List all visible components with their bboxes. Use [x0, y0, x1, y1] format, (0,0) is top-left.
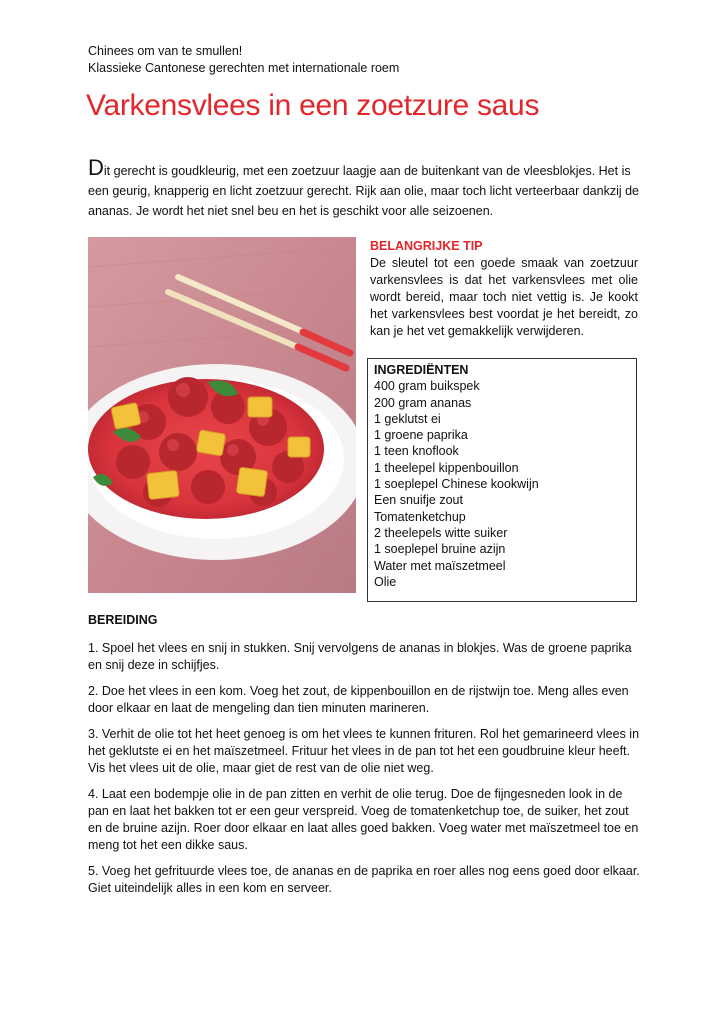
ingredients-box: [367, 358, 637, 602]
ingredients-label: INGREDIËNTEN: [374, 363, 469, 377]
ingredient-item: Een snuifje zout: [374, 493, 463, 508]
ingredient-item: 400 gram buikspek: [374, 379, 480, 394]
tip-text: De sleutel tot een goede smaak van zoetzuur varkensvlees is dat het varkensvlees met olie wordt bereid, maar toch niet vettig is. Je kookt het varkensvlees best voordat je het bereidt, zo kan je het vet gemakkelijk verwijderen.: [370, 256, 638, 338]
ingredient-item: 200 gram ananas: [374, 395, 472, 410]
intro-paragraph: [88, 155, 640, 221]
ingredients-list: [374, 378, 636, 590]
page-header: [88, 43, 399, 77]
tip-label: BELANGRIJKE TIP: [370, 239, 483, 253]
preparation-step: 1. Spoel het vlees en snij in stukken. Snij vervolgens de ananas in blokjes. Was de groene paprika en snij deze in schijfjes.: [88, 641, 632, 672]
preparation-step: 2. Doe het vlees in een kom. Voeg het zout, de kippenbouillon en de rijstwijn toe. Meng alles even door elkaar en laat de mengeling dan tien minuten marineren.: [88, 684, 629, 715]
ingredient-item: Water met maïszetmeel: [374, 558, 506, 573]
preparation-step: 3. Verhit de olie tot het heet genoeg is om het vlees te kunnen frituren. Rol het gemarineerd vlees in het geklutste ei en het maïszetmeel. Frituur het vlees in de pan tot het een goudbruine kleur heeft. Vis het vlees uit de olie, maar giet de rest van de olie niet weg.: [88, 727, 640, 775]
ingredient-item: 1 soeplepel bruine azijn: [374, 542, 506, 557]
header-line-2: Klassieke Cantonese gerechten met internationale roem: [88, 61, 400, 75]
ingredient-item: 1 theelepel kippenbouillon: [374, 460, 519, 475]
ingredient-item: 1 teen knoflook: [374, 444, 459, 459]
preparation-steps: [88, 640, 644, 906]
intro-text: it gerecht is goudkleurig, met een zoetzuur laagje aan de buitenkant van de vleesblokjes. Het is een geurig, knapperig en licht zoetzuur gerecht. Rijk aan olie, maar toch licht verteerbaar dankzij de ananas. Je wordt het niet snel beu en het is geschikt voor alle seizoenen.: [88, 164, 640, 218]
tip-box: [370, 238, 638, 340]
page-title: Varkensvlees in een zoetzure saus: [86, 89, 540, 122]
ingredient-item: Olie: [374, 574, 397, 589]
ingredient-item: 1 geklutst ei: [374, 411, 441, 426]
ingredient-item: 1 soeplepel Chinese kookwijn: [374, 477, 539, 492]
ingredient-item: 1 groene paprika: [374, 428, 468, 443]
preparation-step: 4. Laat een bodempje olie in de pan zitten en verhit de olie terug. Doe de fijngesneden look in de pan en laat het bakken tot er een geur verspreid. Voeg de tomatenketchup toe, de suiker, het zout en de bruine azijn. Roer door elkaar en laat alles goed bakken. Voeg water met maïszetmeel toe en meng tot het een dikke saus.: [88, 787, 639, 852]
preparation-label: BEREIDING: [88, 613, 158, 627]
ingredient-item: 2 theelepels witte suiker: [374, 525, 508, 540]
ingredient-item: Tomatenketchup: [374, 509, 466, 524]
header-line-1: Chinees om van te smullen!: [88, 44, 243, 58]
preparation-step: 5. Voeg het gefrituurde vlees toe, de ananas en de paprika en roer alles nog eens goed door elkaar. Giet uiteindelijk alles in een kom en serveer.: [88, 864, 640, 895]
dish-photo: [88, 237, 356, 593]
intro-dropcap: D: [88, 155, 104, 180]
